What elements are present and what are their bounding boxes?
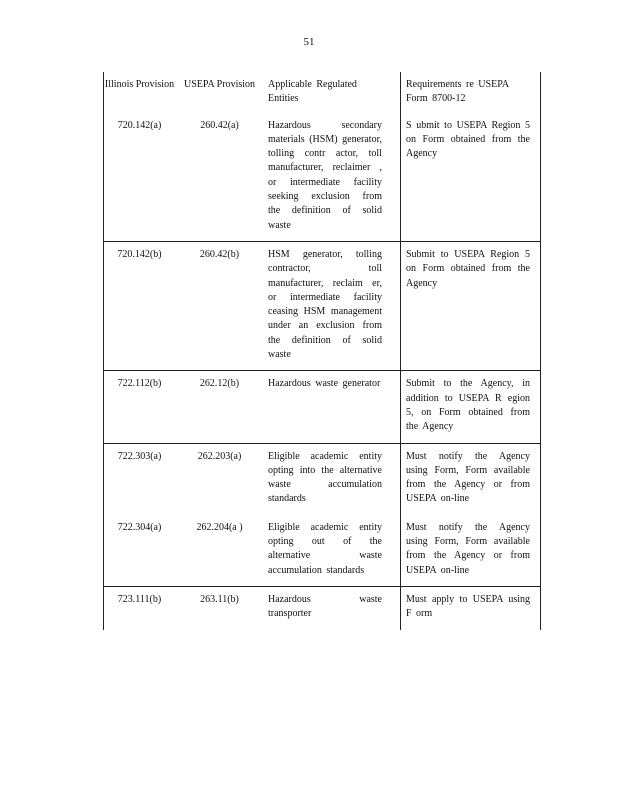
- illinois-provision: 720.142(a): [117, 119, 162, 131]
- usepa-provision: 262.203(a): [197, 450, 242, 462]
- table-header-row: [104, 72, 540, 113]
- header-usepa-provision: USEPA Provision: [183, 79, 256, 90]
- table-row: [104, 242, 540, 371]
- illinois-provision: 722.112(b): [117, 378, 162, 390]
- header-illinois-provision: Illinois Provision: [104, 79, 175, 90]
- usepa-provision: 262.12(b): [199, 378, 240, 390]
- requirements-table: [103, 72, 541, 630]
- applicable-entities: HSM generator, tolling contractor, toll manufacturer, reclaim er, or intermediate facility ceasing HSM management under an exclusion from the definition of solid waste: [268, 248, 382, 361]
- illinois-provision: 720.142(b): [117, 248, 162, 260]
- table-row: [104, 515, 540, 587]
- requirements: Submit to USEPA Region 5 on Form obtained from the Agency: [400, 242, 540, 370]
- requirements: Must notify the Agency using Form, Form available from the Agency or from USEPA on-line: [400, 444, 540, 515]
- page-number: 51: [303, 36, 315, 48]
- requirements: Must notify the Agency using Form, Form available from the Agency or from USEPA on-line: [400, 515, 540, 586]
- table-row: [104, 444, 540, 515]
- usepa-provision: 262.204(a ): [196, 521, 243, 533]
- usepa-provision: 263.11(b): [200, 593, 239, 605]
- table-row: [104, 587, 540, 630]
- applicable-entities: Hazardous waste transporter: [268, 593, 382, 620]
- illinois-provision: 722.303(a): [117, 450, 162, 462]
- table-row: [104, 113, 540, 242]
- requirements: S ubmit to USEPA Region 5 on Form obtained from the Agency: [400, 113, 540, 241]
- illinois-provision: 722.304(a): [117, 521, 162, 533]
- applicable-entities: Hazardous secondary materials (HSM) generator, tolling contr actor, toll manufacturer, reclaimer , or intermediate facility seeking exclusion from the definition of solid waste: [268, 119, 382, 231]
- usepa-provision: 260.42(a): [200, 119, 239, 131]
- header-applicable-entities: Applicable Regulated Entities: [268, 79, 357, 105]
- applicable-entities: Hazardous waste generator: [268, 378, 381, 390]
- header-requirements: Requirements re USEPA Form 8700-12: [400, 72, 540, 113]
- table-row: [104, 371, 540, 443]
- usepa-provision: 260.42(b): [199, 248, 240, 260]
- requirements: Submit to the Agency, in addition to USEPA R egion 5, on Form obtained from the Agency: [400, 371, 540, 442]
- applicable-entities: Eligible academic entity opting out of the alternative waste accumulation standards: [268, 521, 382, 576]
- illinois-provision: 723.111(b): [117, 593, 162, 605]
- requirements: Must apply to USEPA using F orm: [400, 587, 540, 630]
- applicable-entities: Eligible academic entity opting into the alternative waste accumulation standards: [268, 450, 382, 505]
